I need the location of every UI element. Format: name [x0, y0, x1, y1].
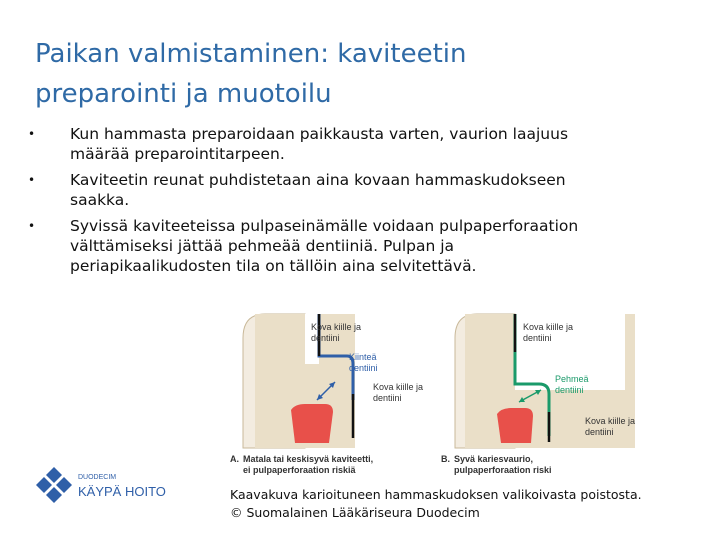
kaypa-hoito-logo [34, 465, 174, 513]
a-label-firm-2: dentiini [349, 363, 378, 373]
bullet-dot: • [28, 127, 36, 141]
a-label-hard-bottom-2: dentiini [373, 393, 402, 403]
bullet-dot: • [28, 173, 36, 187]
bullet-list [28, 124, 688, 282]
caption-line-1: Kaavakuva karioituneen hammaskudoksen valikoivasta poistosta. [230, 487, 642, 502]
b-caption-2: pulpaperforaation riski [454, 465, 552, 475]
b-label-hard-bottom-2: dentiini [585, 427, 614, 437]
bullet-dot: • [28, 219, 36, 233]
a-caption-2: ei pulpaperforaation riskiä [243, 465, 356, 475]
logo-small-text: DUODECIM [78, 474, 117, 481]
title-line-2: preparointi ja muotoilu [35, 79, 332, 109]
bullet-item: • Kun hammasta preparoidaan paikkausta varten, vaurion laajuus määrää preparointitarpeen. [28, 125, 569, 163]
figure-caption [230, 486, 642, 522]
a-caption-letter: A. [230, 454, 239, 464]
bullet-item: • Syvissä kaviteeteissa pulpaseinämälle voidaan pulpaperforaation välttämiseksi jättää pehmeää dentiiniä. Pulpan ja periapikaalikudosten tila on tällöin aina selvitettävä. [28, 217, 579, 275]
b-caption-letter: B. [441, 454, 450, 464]
b-label-hard-top-2: dentiini [523, 333, 552, 343]
b-label-hard-bottom-1: Kova kiille ja [585, 416, 636, 426]
a-caption-1: Matala tai keskisyvä kaviteetti, [243, 454, 374, 464]
b-caption-1: Syvä kariesvaurio, [454, 454, 534, 464]
a-label-firm-1: Kiinteä [349, 352, 377, 362]
diamond-icon [36, 467, 72, 503]
bullet-item: • Kaviteetin reunat puhdistetaan aina kovaan hammaskudokseen saakka. [28, 171, 566, 209]
a-label-hard-top-1: Kova kiille ja [311, 322, 362, 332]
b-label-soft-2: dentiini [555, 385, 584, 395]
title-line-1: Paikan valmistaminen: kaviteetin [35, 39, 467, 69]
panel-a [230, 314, 423, 475]
pulp-shape [497, 408, 533, 443]
caption-line-2: © Suomalainen Lääkäriseura Duodecim [230, 505, 480, 520]
a-label-hard-bottom-1: Kova kiille ja [373, 382, 424, 392]
panel-b [441, 314, 635, 475]
slide-title [35, 34, 675, 114]
cavity-diagram [225, 308, 645, 484]
pulp-shape [291, 404, 333, 443]
logo-big-text: KÄYPÄ HOITO [78, 484, 166, 499]
b-label-soft-1: Pehmeä [555, 374, 589, 384]
b-label-hard-top-1: Kova kiille ja [523, 322, 574, 332]
a-label-hard-top-2: dentiini [311, 333, 340, 343]
